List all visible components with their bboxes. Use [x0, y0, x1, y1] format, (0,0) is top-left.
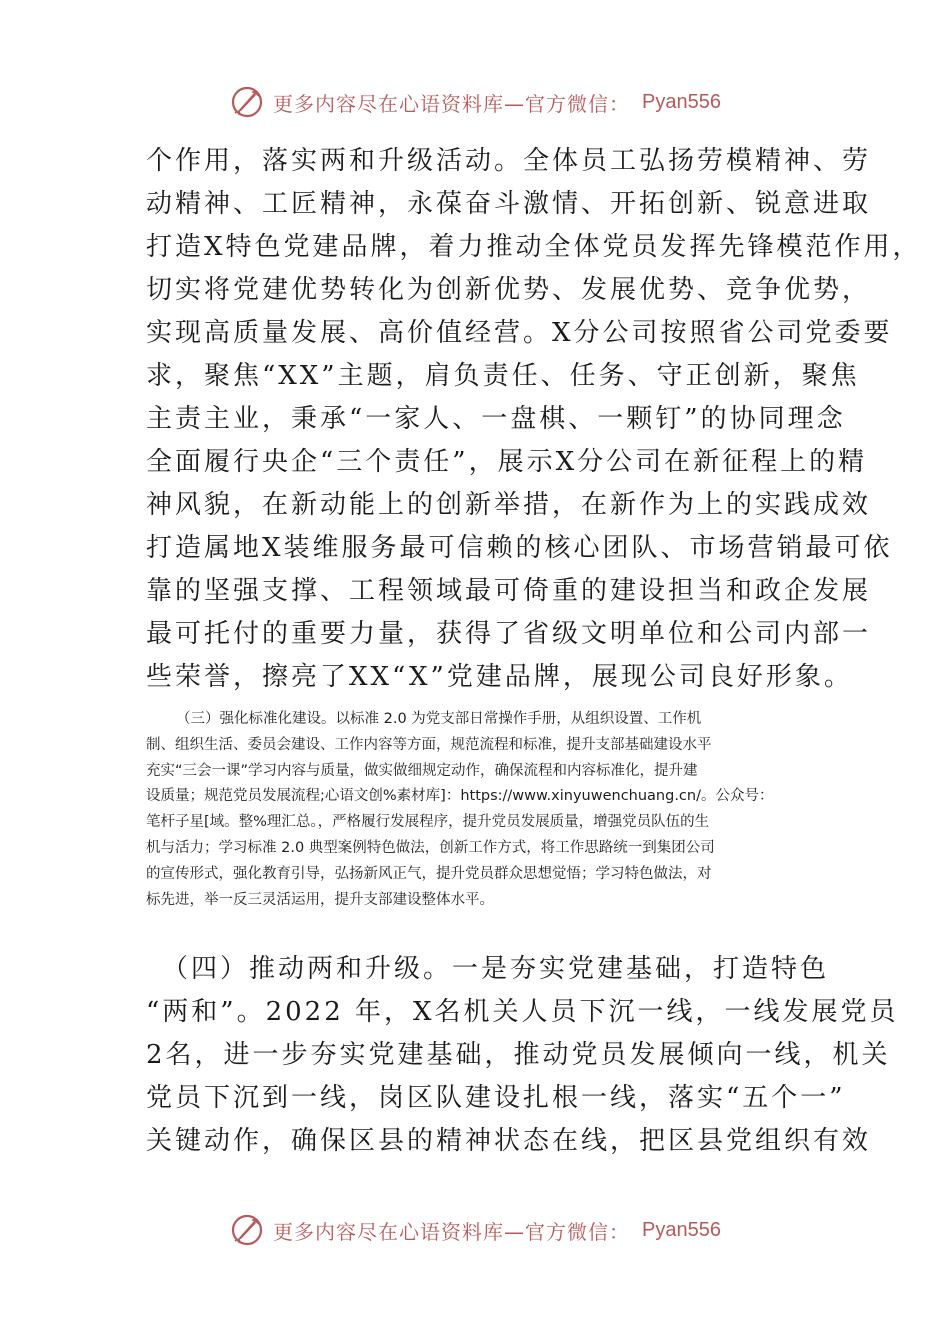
- footer-banner: [0, 1208, 950, 1252]
- text-line: 标先进，举一反三灵活运用，提升支部建设整体水平。: [146, 891, 494, 908]
- header-banner: [0, 80, 950, 124]
- text-line: 动精神、工匠精神，永葆奋斗激情、开拓创新、锐意进取: [146, 189, 872, 219]
- section-four-paragraph: [146, 948, 899, 1163]
- text-line: 充实“三会一课”学习内容与质量，做实做细规定动作，确保流程和内容标准化，提升建: [146, 762, 698, 779]
- text-line: 机与活力；学习标准 2.0 典型案例特色做法，创新工作方式，将工作思路统一到集团公司: [146, 839, 715, 856]
- text-line: 个作用，落实两和升级活动。全体员工弘扬劳模精神、劳: [146, 146, 872, 176]
- quill-emblem-icon: [229, 1212, 265, 1248]
- banner-wechat-id: Pyan556: [642, 1218, 721, 1241]
- banner-wechat-id: Pyan556: [642, 90, 721, 113]
- text-line: 制、组织生活、委员会建设、工作内容等方面，规范流程和标准，提升支部基础建设水平: [146, 736, 712, 753]
- text-line: 打造属地X装维服务最可信赖的核心团队、市场营销最可依: [146, 533, 893, 563]
- section-three-paragraph: [146, 707, 808, 913]
- text-line: （四）推动两和升级。一是夯实党建基础，打造特色: [146, 954, 830, 984]
- text-line: 神风貌，在新动能上的创新举措，在新作为上的实践成效: [146, 490, 872, 520]
- text-line: 设质量；规范党员发展流程;心语文创%素材库]：https://www.xinyuwenchuang.cn/。公众号：: [146, 788, 774, 805]
- quill-emblem-icon: [229, 84, 265, 120]
- text-line: 切实将党建优势转化为创新优势、发展优势、竞争优势，: [146, 275, 872, 305]
- banner-text: 更多内容尽在心语资料库—官方微信：: [273, 1219, 631, 1244]
- text-line: 笔杆子星[域。整%理汇总。，严格履行发展程序，提升党员发展质量，增强党员队伍的生: [146, 814, 710, 831]
- text-line: 求，聚焦“XX”主题，肩负责任、任务、守正创新，聚焦: [146, 361, 860, 391]
- text-line: 靠的坚强支撑、工程领域最可倚重的建设担当和政企发展: [146, 576, 872, 606]
- text-line: 主责主业，秉承“一家人、一盘棋、一颗钉”的协同理念: [146, 404, 846, 434]
- banner-text: 更多内容尽在心语资料库—官方微信：: [273, 91, 631, 116]
- text-line: 党员下沉到一线，岗区队建设扎根一线，落实“五个一”: [146, 1083, 846, 1113]
- text-line: 关键动作，确保区县的精神状态在线，把区县党组织有效: [146, 1126, 872, 1156]
- text-line: 实现高质量发展、高价值经营。X分公司按照省公司党委要: [146, 318, 893, 348]
- body-paragraph-continuation: [146, 140, 922, 699]
- text-line: “两和”。2022 年，X名机关人员下沉一线，一线发展党员: [146, 997, 899, 1027]
- text-line: 最可托付的重要力量，获得了省级文明单位和公司内部一: [146, 619, 872, 649]
- text-line: 全面履行央企“三个责任”，展示X分公司在新征程上的精: [146, 447, 868, 477]
- text-line: 2名，进一步夯实党建基础，推动党员发展倾向一线，机关: [146, 1040, 891, 1070]
- text-line: 的宣传形式，强化教育引导，弘扬新风正气，提升党员群众思想觉悟；学习特色做法，对: [146, 865, 712, 882]
- text-line: 些荣誉，擦亮了XX“X”党建品牌，展现公司良好形象。: [146, 662, 853, 692]
- text-line: 打造X特色党建品牌，着力推动全体党员发挥先锋模范作用，: [146, 232, 922, 262]
- text-line: （三）强化标准化建设。以标准 2.0 为党支部日常操作手册，从组织设置、工作机: [176, 711, 702, 727]
